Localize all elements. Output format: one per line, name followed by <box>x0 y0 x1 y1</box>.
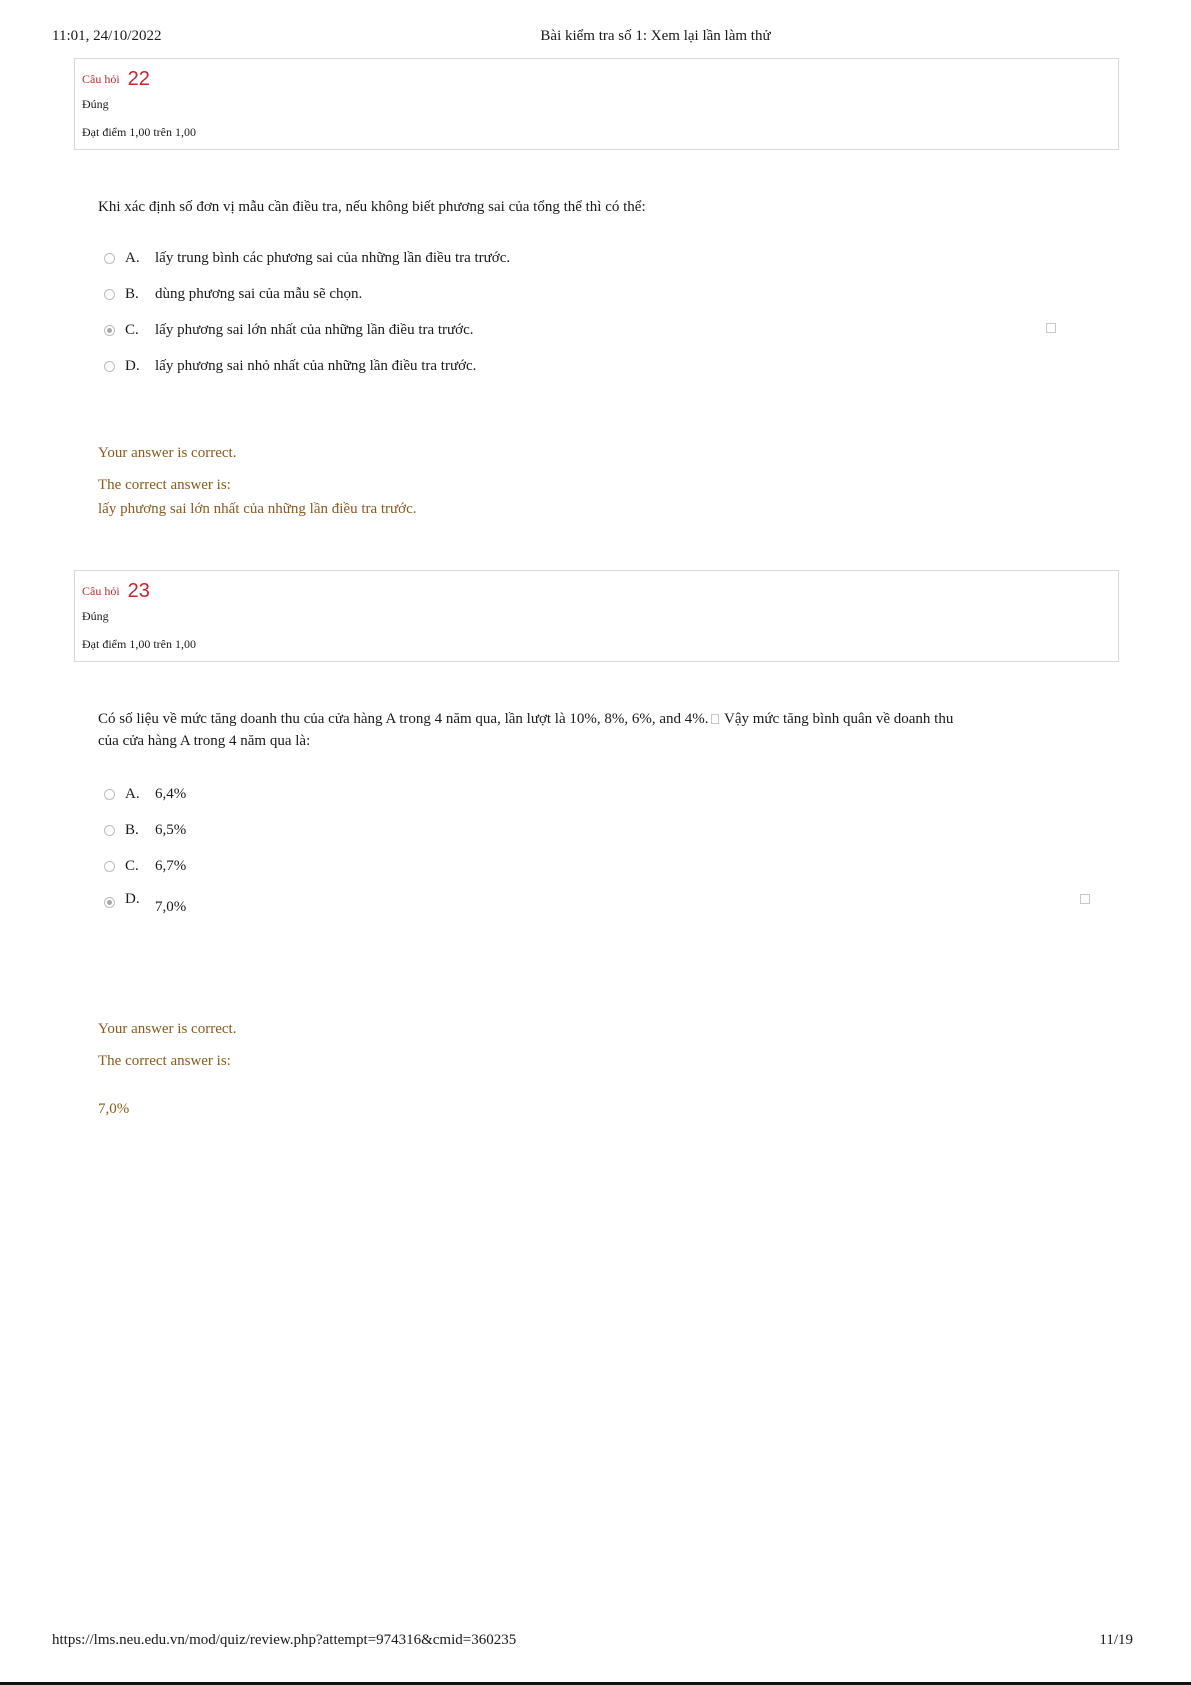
feedback-23 <box>98 1017 236 1121</box>
print-header <box>52 28 1139 48</box>
radio-button[interactable] <box>104 825 115 836</box>
feedback-correct-value: 7,0% <box>98 1101 130 1117</box>
question-text-part: Vậy mức tăng bình quân về doanh thu <box>720 711 954 727</box>
answer-letter: B. <box>125 285 139 302</box>
answer-letter: D. <box>125 891 140 907</box>
question-number-value: 22 <box>127 68 150 90</box>
question-text-23 <box>98 708 1028 752</box>
question-number <box>82 578 150 601</box>
missing-glyph-icon <box>711 714 719 724</box>
question-info-23 <box>74 570 1119 662</box>
answer-option-23-c[interactable] <box>104 855 186 877</box>
print-footer <box>52 1632 1133 1649</box>
radio-button[interactable] <box>104 253 115 264</box>
feedback-result: Your answer is correct. <box>98 445 237 461</box>
feedback-correct-label: The correct answer is: <box>98 1053 231 1069</box>
question-text-part: Có số liệu về mức tăng doanh thu của cửa hàng A trong 4 năm qua, lần lượt là 10%, 8%, 6%, and 4%. <box>98 711 709 727</box>
radio-button-selected[interactable] <box>104 325 115 336</box>
answer-letter: A. <box>125 785 140 802</box>
question-state: Đúng <box>82 609 109 623</box>
question-label: Câu hỏi <box>82 584 120 598</box>
answer-option-22-c[interactable] <box>104 319 474 341</box>
correct-mark-icon <box>1046 323 1056 333</box>
question-text-22: Khi xác định số đơn vị mẫu cần điều tra, nếu không biết phương sai của tổng thể thì có thể: <box>98 199 646 215</box>
radio-button[interactable] <box>104 361 115 372</box>
answer-text: lấy trung bình các phương sai của những lần điều tra trước. <box>155 249 511 266</box>
answer-option-22-d[interactable] <box>104 355 476 377</box>
question-grade: Đạt điểm 1,00 trên 1,00 <box>82 637 196 651</box>
answer-text: 7,0% <box>155 899 187 915</box>
print-page-title: Bài kiểm tra số 1: Xem lại lần làm thử <box>540 28 771 44</box>
radio-button[interactable] <box>104 289 115 300</box>
answer-text: 6,7% <box>155 857 187 874</box>
question-number <box>82 66 150 89</box>
answer-letter: C. <box>125 857 139 874</box>
answer-text: lấy phương sai nhỏ nhất của những lần điều tra trước. <box>155 357 477 374</box>
answer-letter: C. <box>125 321 139 338</box>
question-grade: Đạt điểm 1,00 trên 1,00 <box>82 125 196 139</box>
page-number: 11/19 <box>1099 1632 1133 1648</box>
page-url: https://lms.neu.edu.vn/mod/quiz/review.php?attempt=974316&cmid=360235 <box>52 1632 517 1648</box>
answer-letter: B. <box>125 821 139 838</box>
answer-text: 6,4% <box>155 785 187 802</box>
question-text-part: của cửa hàng A trong 4 năm qua là: <box>98 733 311 749</box>
radio-button[interactable] <box>104 789 115 800</box>
answer-text: 6,5% <box>155 821 187 838</box>
answer-letter: A. <box>125 249 140 266</box>
answer-option-23-b[interactable] <box>104 819 186 841</box>
feedback-correct-value: lấy phương sai lớn nhất của những lần điều tra trước. <box>98 501 417 517</box>
answer-letter: D. <box>125 357 140 374</box>
answer-option-23-d[interactable] <box>104 891 186 913</box>
feedback-result: Your answer is correct. <box>98 1021 237 1037</box>
correct-mark-icon <box>1080 894 1090 904</box>
question-state: Đúng <box>82 97 109 111</box>
radio-button-selected[interactable] <box>104 897 115 908</box>
answer-text: dùng phương sai của mẫu sẽ chọn. <box>155 285 363 302</box>
question-label: Câu hỏi <box>82 72 120 86</box>
answer-option-22-a[interactable] <box>104 247 510 269</box>
print-datetime: 11:01, 24/10/2022 <box>52 28 162 44</box>
radio-button[interactable] <box>104 861 115 872</box>
answer-option-22-b[interactable] <box>104 283 362 305</box>
question-number-value: 23 <box>127 580 150 602</box>
answer-text: lấy phương sai lớn nhất của những lần điều tra trước. <box>155 321 474 338</box>
feedback-correct-label: The correct answer is: <box>98 477 231 493</box>
feedback-22 <box>98 441 417 521</box>
answer-option-23-a[interactable] <box>104 783 186 805</box>
question-info-22 <box>74 58 1119 150</box>
